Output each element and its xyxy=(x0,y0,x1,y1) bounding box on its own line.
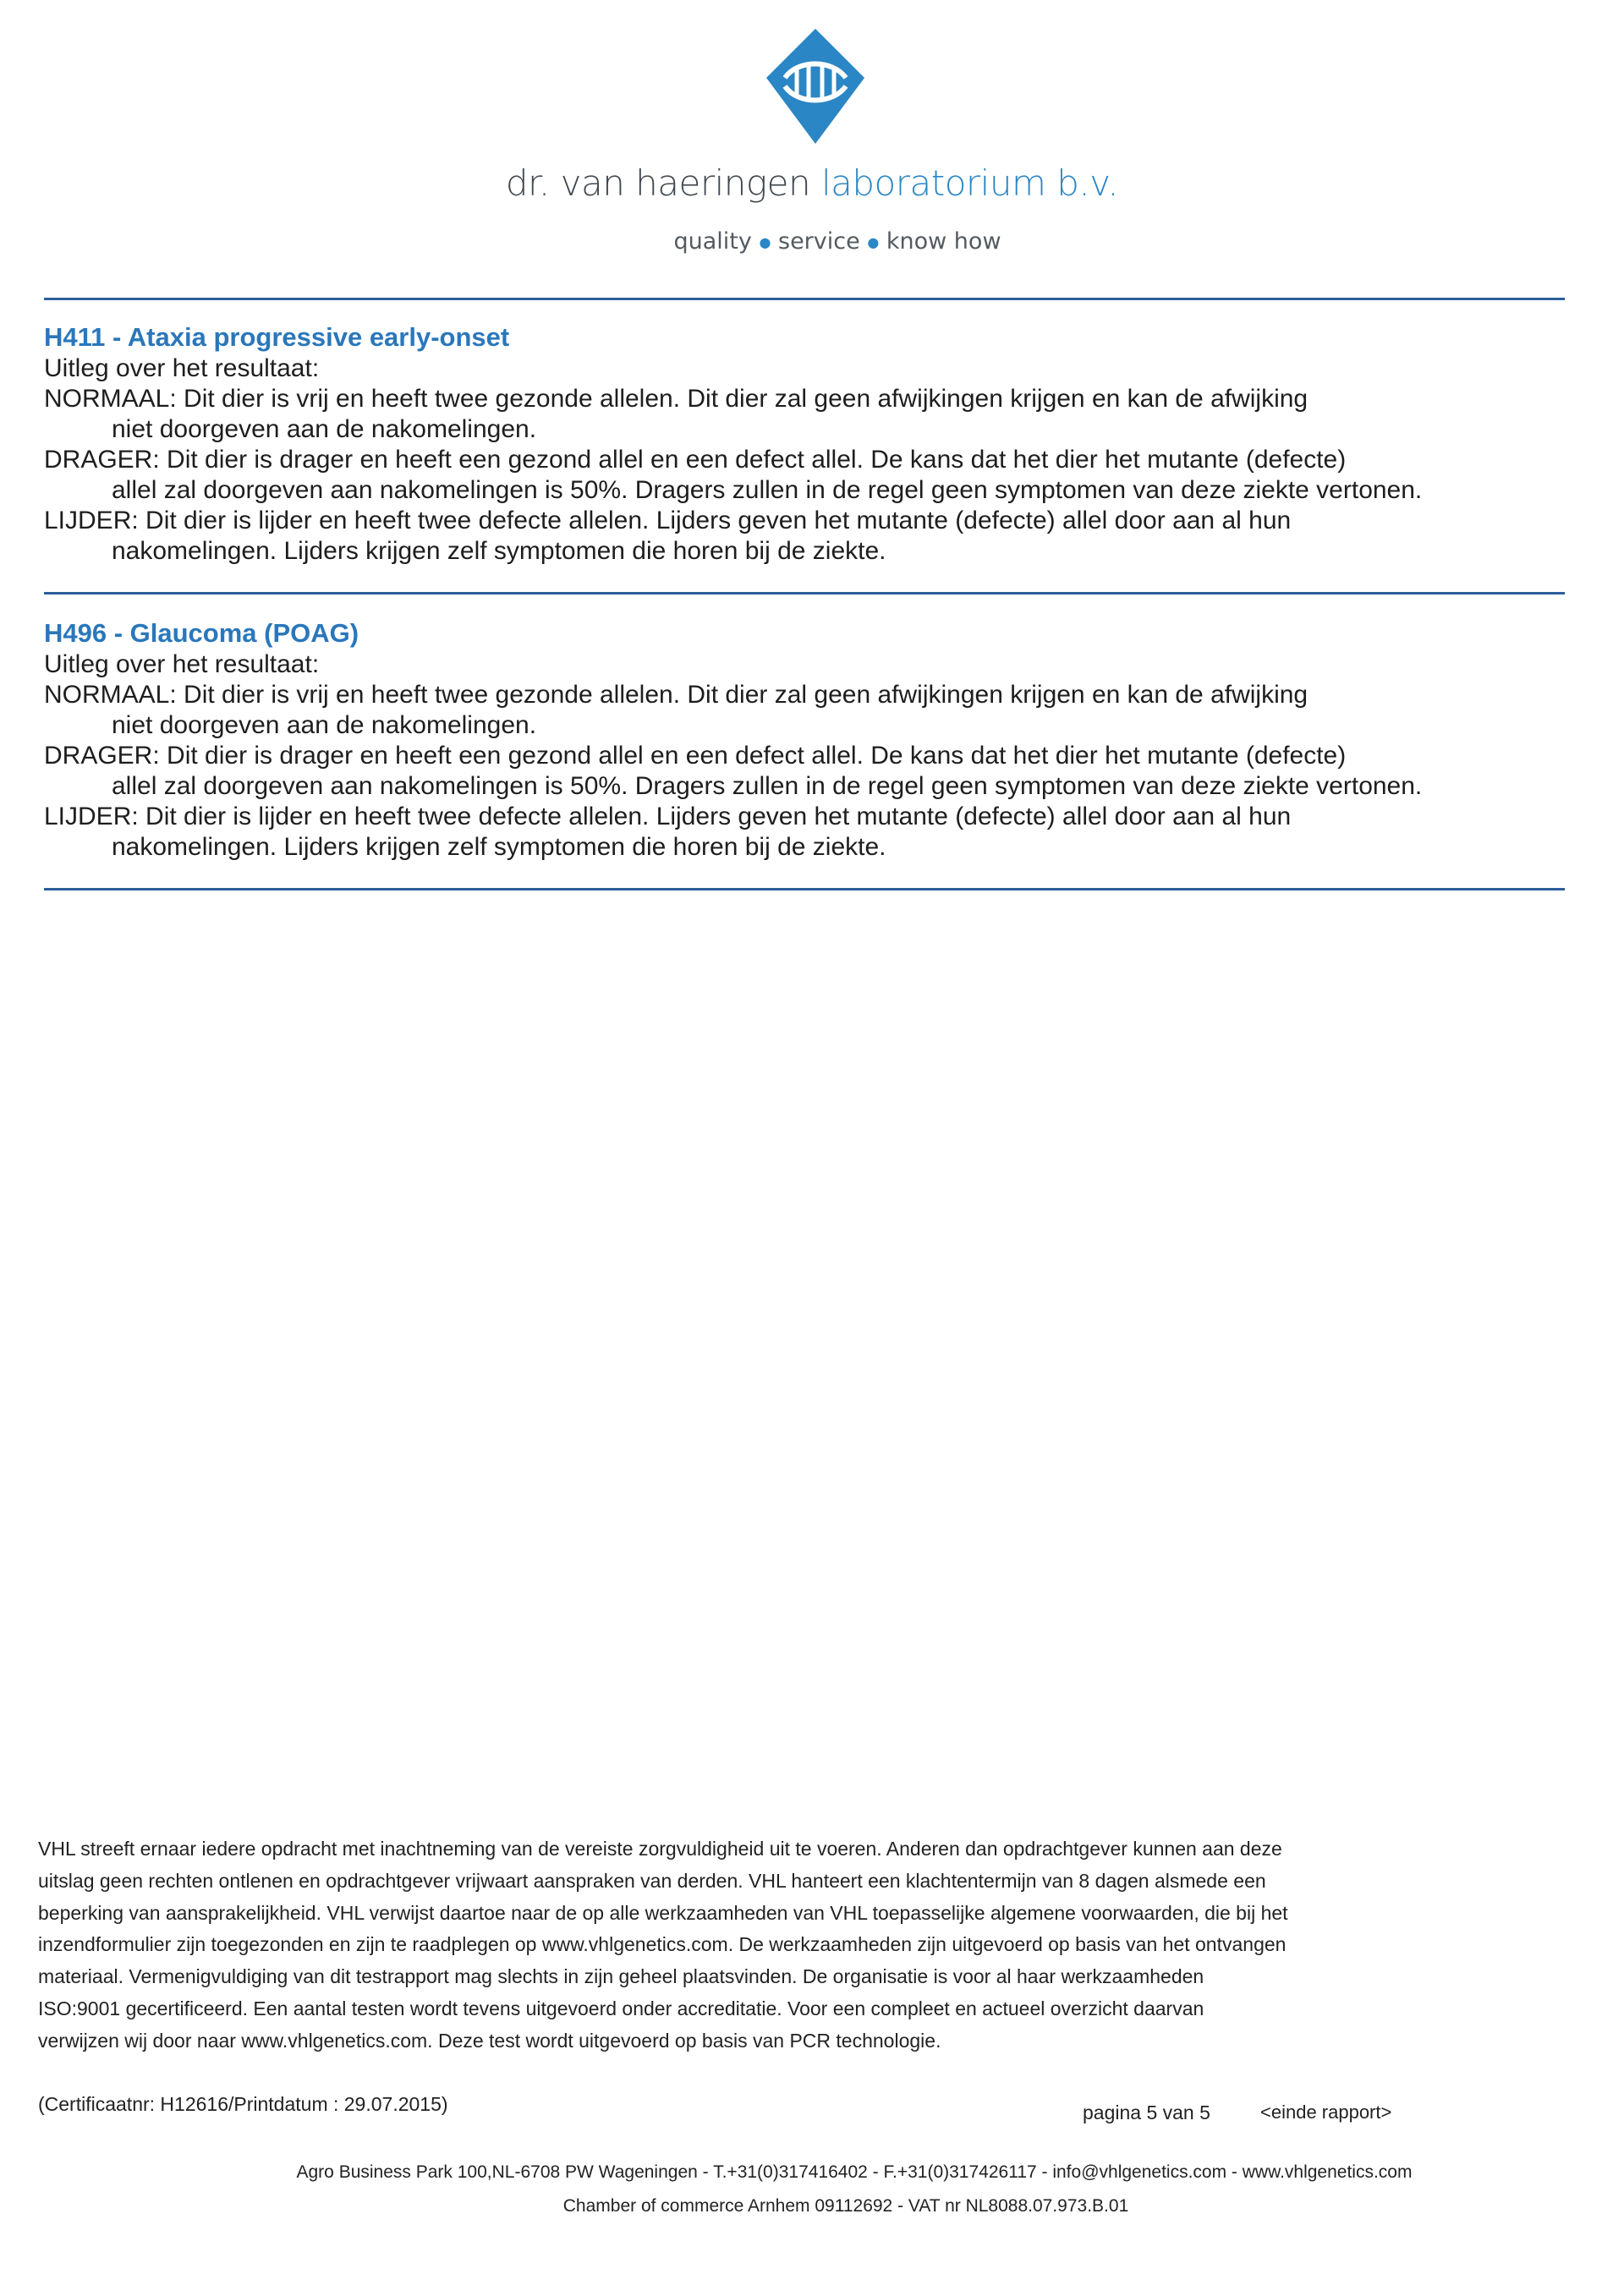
bullet-icon: ● xyxy=(759,234,771,250)
entry-text-continued: niet doorgeven aan de nakomelingen. xyxy=(112,711,537,739)
entry-text: Dit dier is vrij en heeft twee gezonde allelen. Dit dier zal geen afwijkingen krijgen en kan de afwijking xyxy=(184,681,1309,709)
entry-text-continued: nakomelingen. Lijders krijgen zelf symptomen die horen bij de ziekte. xyxy=(112,833,886,861)
entry-text: Dit dier is lijder en heeft twee defecte allelen. Lijders geven het mutante (defecte) allel door aan al hun xyxy=(145,507,1292,534)
entry-label: LIJDER: xyxy=(44,507,139,534)
entry-drager xyxy=(44,741,1575,802)
entry-text-continued: niet doorgeven aan de nakomelingen. xyxy=(112,415,537,443)
entry-text-continued: allel zal doorgeven aan nakomelingen is 50%. Dragers zullen in de regel geen symptomen van deze ziekte vertonen. xyxy=(112,476,1423,504)
tagline-service: service xyxy=(778,228,860,255)
section-divider xyxy=(44,888,1565,890)
entry-text: Dit dier is lijder en heeft twee defecte allelen. Lijders geven het mutante (defecte) allel door aan al hun xyxy=(145,803,1292,830)
end-of-report: <einde rapport> xyxy=(1260,2101,1392,2123)
company-name-dark: dr. van haeringen xyxy=(505,162,811,204)
disclaimer xyxy=(38,1833,1442,2058)
section-h496 xyxy=(44,617,1575,863)
header-divider xyxy=(44,298,1565,300)
entry-label: NORMAAL: xyxy=(44,681,177,709)
entry-lijder xyxy=(44,802,1575,863)
disclaimer-line: VHL streeft ernaar iedere opdracht met inachtneming van de vereiste zorgvuldigheid uit te voeren. Anderen dan opdrachtgever kunnen aan deze xyxy=(38,1838,1282,1860)
section-h411 xyxy=(44,321,1575,567)
dna-logo-icon xyxy=(760,25,871,148)
section-title: H496 - Glaucoma (POAG) xyxy=(44,618,359,648)
disclaimer-line: materiaal. Vermenigvuldiging van dit testrapport mag slechts in zijn geheel plaatsvinden. De organisatie is voor al haar werkzaamheden xyxy=(38,1965,1204,1988)
entry-normaal xyxy=(44,384,1575,445)
entry-text: Dit dier is drager en heeft een gezond allel en een defect allel. De kans dat het dier het mutante (defecte) xyxy=(167,446,1347,474)
company-name xyxy=(0,162,1624,204)
entry-text: Dit dier is drager en heeft een gezond allel en een defect allel. De kans dat het dier het mutante (defecte) xyxy=(167,742,1347,770)
certificate-number: (Certificaatnr: H12616/Printdatum : 29.07.2015) xyxy=(38,2093,448,2115)
company-name-blue: laboratorium b.v. xyxy=(820,162,1119,204)
entry-label: NORMAAL: xyxy=(44,385,177,413)
disclaimer-line: verwijzen wij door naar www.vhlgenetics.com. Deze test wordt uitgevoerd op basis van PCR technologie. xyxy=(38,2029,941,2052)
entry-lijder xyxy=(44,506,1575,567)
disclaimer-line: beperking van aansprakelijkheid. VHL verwijst daartoe naar de op alle werkzaamheden van VHL toepasselijke algemene voorwaarden, die bij het xyxy=(38,1901,1288,1924)
disclaimer-line: inzendformulier zijn toegezonden en zijn te raadplegen op www.vhlgenetics.com. De werkzaamheden zijn uitgevoerd op basis van het ontvangen xyxy=(38,1933,1287,1956)
tagline-quality: quality xyxy=(673,228,752,255)
disclaimer-line: uitslag geen rechten ontlenen en opdrachtgever vrijwaart aanspraken van derden. VHL hanteert een klachtentermijn van 8 dagen alsmede een xyxy=(38,1869,1266,1892)
page-number: pagina 5 van 5 xyxy=(1083,2101,1210,2123)
tagline xyxy=(0,228,1624,255)
section-divider xyxy=(44,592,1565,595)
disclaimer-line: ISO:9001 gecertificeerd. Een aantal testen wordt tevens uitgevoerd onder accreditatie. Voor een compleet en actueel overzicht daarvan xyxy=(38,1997,1204,2019)
chamber-of-commerce: Chamber of commerce Arnhem 09112692 - VAT nr NL8088.07.973.B.01 xyxy=(562,2196,1129,2216)
entry-label: DRAGER: xyxy=(44,742,160,770)
section-title: H411 - Ataxia progressive early-onset xyxy=(44,322,510,352)
tagline-know-how: know how xyxy=(886,228,1001,255)
entry-text: Dit dier is vrij en heeft twee gezonde allelen. Dit dier zal geen afwijkingen krijgen en kan de afwijking xyxy=(184,385,1309,413)
entry-label: DRAGER: xyxy=(44,446,160,474)
section-intro: Uitleg over het resultaat: xyxy=(44,650,320,678)
entry-text-continued: nakomelingen. Lijders krijgen zelf symptomen die horen bij de ziekte. xyxy=(112,537,886,565)
entry-normaal xyxy=(44,680,1575,741)
section-intro: Uitleg over het resultaat: xyxy=(44,354,320,382)
entry-drager xyxy=(44,445,1575,506)
bullet-icon: ● xyxy=(867,234,880,250)
entry-label: LIJDER: xyxy=(44,803,139,830)
company-address: Agro Business Park 100,NL-6708 PW Wageningen - T.+31(0)317416402 - F.+31(0)317426117 - info@vhlgenetics.com - www.vhlgenetics.com xyxy=(296,2162,1413,2182)
entry-text-continued: allel zal doorgeven aan nakomelingen is 50%. Dragers zullen in de regel geen symptomen van deze ziekte vertonen. xyxy=(112,772,1423,800)
